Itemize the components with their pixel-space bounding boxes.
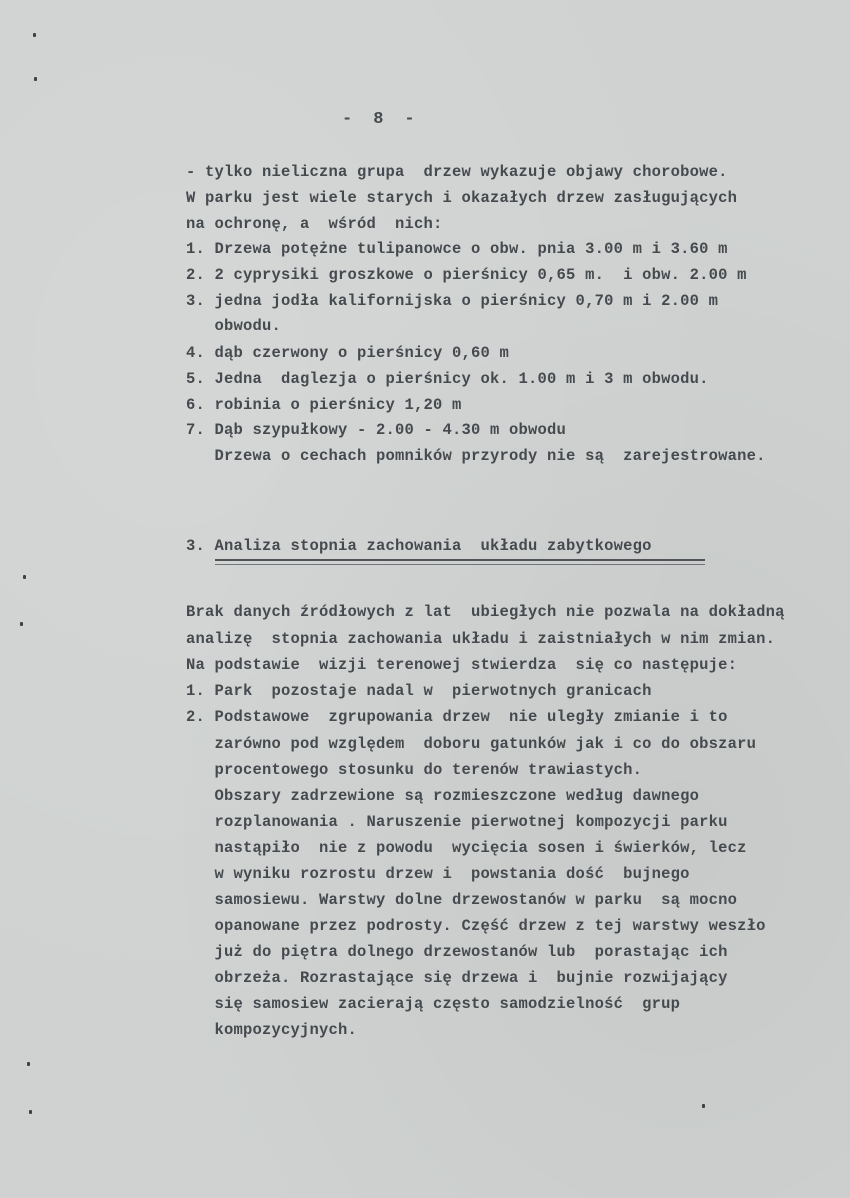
analysis-list-item: 2. Podstawowe zgrupowania drzew nie uległy zmianie i to — [186, 708, 728, 726]
analysis-line: rozplanowania . Naruszenie pierwotnej kompozycji parku — [186, 813, 728, 831]
analysis-line: opanowane przez podrosty. Część drzew z tej warstwy weszło — [186, 917, 766, 935]
analysis-line: Obszary zadrzewione są rozmieszczone według dawnego — [186, 787, 700, 805]
analysis-line: w wyniku rozrostu drzew i powstania dość bujnego — [186, 865, 690, 883]
analysis-line: samosiewu. Warstwy dolne drzewostanów w parku są mocno — [186, 891, 738, 909]
trees-list-item: 1. Drzewa potężne tulipanowce o obw. pnia 3.00 m i 3.60 m — [186, 240, 728, 258]
heading-underline — [215, 559, 705, 561]
analysis-line: kompozycyjnych. — [186, 1021, 358, 1039]
page-number: - 8 - — [342, 110, 415, 129]
scan-mark — [29, 1110, 32, 1114]
analysis-line: nastąpiło nie z powodu wycięcia sosen i świerków, lecz — [186, 839, 747, 857]
scan-mark — [33, 33, 36, 37]
analysis-line: procentowego stosunku do terenów trawiastych. — [186, 761, 643, 779]
analysis-line: Brak danych źródłowych z lat ubiegłych nie pozwala na dokładną — [186, 603, 785, 621]
trees-list-item: 3. jedna jodła kalifornijska o pierśnicy 0,70 m i 2.00 m — [186, 292, 719, 310]
trees-list-item: 5. Jedna daglezja o pierśnicy ok. 1.00 m i 3 m obwodu. — [186, 370, 709, 388]
trees-list-item: 6. robinia o pierśnicy 1,20 m — [186, 396, 462, 414]
trees-line: na ochronę, a wśród nich: — [186, 215, 443, 233]
trees-list-item: 2. 2 cyprysiki groszkowe o pierśnicy 0,65 m. i obw. 2.00 m — [186, 266, 747, 284]
trees-line: W parku jest wiele starych i okazałych drzew zasługujących — [186, 189, 738, 207]
scan-mark — [23, 575, 26, 579]
trees-line: Drzewa o cechach pomników przyrody nie są zarejestrowane. — [186, 447, 766, 465]
trees-list-item: 4. dąb czerwony o pierśnicy 0,60 m — [186, 344, 510, 362]
analysis-line: zarówno pod względem doboru gatunków jak i co do obszaru — [186, 735, 757, 753]
analysis-line: się samosiew zacierają często samodzielność grup — [186, 995, 681, 1013]
section-heading: 3. Analiza stopnia zachowania układu zabytkowego — [186, 537, 652, 555]
analysis-list-item: 1. Park pozostaje nadal w pierwotnych granicach — [186, 682, 652, 700]
analysis-line: obrzeża. Rozrastające się drzewa i bujnie rozwijający — [186, 969, 728, 987]
scan-mark — [702, 1104, 705, 1108]
scan-mark — [34, 77, 37, 81]
trees-list-item: obwodu. — [186, 317, 282, 335]
heading-underline — [215, 564, 705, 565]
analysis-line: Na podstawie wizji terenowej stwierdza się co następuje: — [186, 656, 738, 674]
trees-list-item: 7. Dąb szypułkowy - 2.00 - 4.30 m obwodu — [186, 421, 567, 439]
trees-line: - tylko nieliczna grupa drzew wykazuje objawy chorobowe. — [186, 163, 728, 181]
scan-mark — [20, 622, 23, 626]
analysis-line: już do piętra dolnego drzewostanów lub porastając ich — [186, 943, 728, 961]
analysis-line: analizę stopnia zachowania układu i zaistniałych w nim zmian. — [186, 630, 776, 648]
scan-mark — [27, 1062, 30, 1066]
